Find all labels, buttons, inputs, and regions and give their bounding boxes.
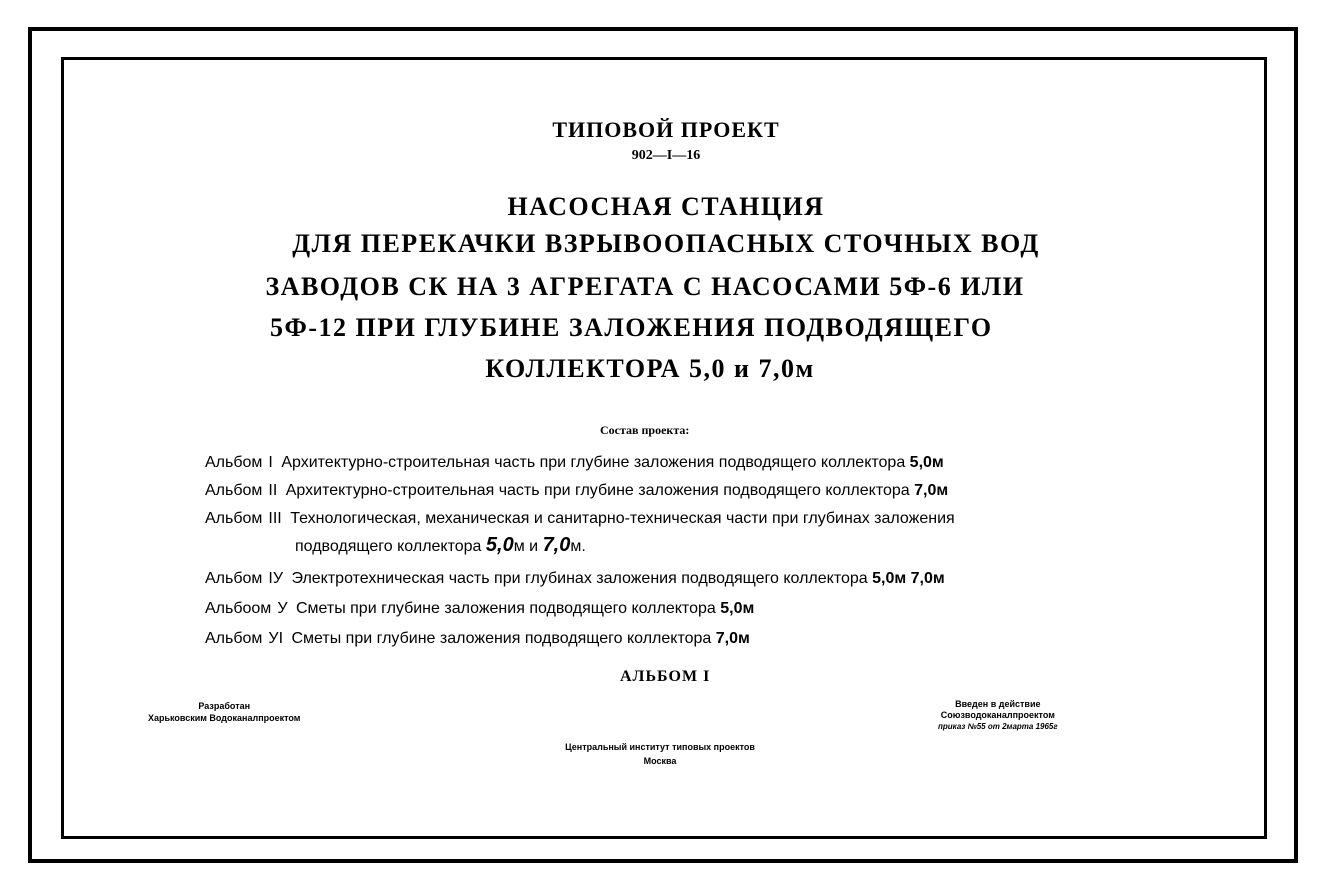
album-depth-unit-2: м. — [570, 538, 586, 555]
title-line-2: ДЛЯ ПЕРЕКАЧКИ ВЗРЫВООПАСНЫХ СТОЧНЫХ ВОД — [292, 229, 1040, 258]
introduced-label: Введен в действие — [955, 699, 1041, 709]
album-number: IУ — [268, 570, 284, 587]
album-row — [205, 454, 944, 472]
institute-city: Москва — [643, 756, 677, 766]
institute-name: Центральный институт типовых проектов — [565, 742, 755, 752]
album-row — [205, 570, 945, 588]
album-number: У — [277, 600, 288, 617]
title-line-5: КОЛЛЕКТОРА 5,0 и 7,0м — [485, 354, 815, 383]
album-number: УI — [268, 630, 284, 647]
album-number: III — [268, 510, 282, 527]
album-row — [205, 510, 955, 528]
album-depth: 7,0м — [914, 482, 949, 499]
composition-heading: Состав проекта: — [600, 423, 690, 437]
album-label: Альбоом — [205, 600, 272, 617]
institute-block — [520, 740, 800, 768]
album-depth-1: 5,0 — [485, 534, 514, 556]
title-line-1: НАСОСНАЯ СТАНЦИЯ — [507, 192, 825, 221]
project-number: 902—I—16 — [631, 148, 701, 163]
title-line-3: ЗАВОДОВ СК НА 3 АГРЕГАТА С НАСОСАМИ 5Ф-6 ИЛИ — [265, 272, 1025, 301]
album-depth: 5,0м — [720, 600, 755, 617]
album-depth: 5,0м 7,0м — [872, 570, 945, 587]
album-depth: 5,0м — [909, 454, 944, 471]
album-description: Сметы при глубине заложения подводящего коллектора — [295, 600, 716, 617]
album-depth-2: 7,0 — [542, 534, 571, 556]
album-row-continuation — [295, 534, 586, 557]
album-description: Архитектурно-строительная часть при глубине заложения подводящего коллектора — [281, 454, 906, 471]
album-row — [205, 600, 754, 618]
title-line-4: 5Ф-12 ПРИ ГЛУБИНЕ ЗАЛОЖЕНИЯ ПОДВОДЯЩЕГО — [270, 313, 993, 342]
album-row — [205, 630, 750, 648]
introduced-order: приказ №55 от 2марта 1965г — [938, 722, 1058, 731]
album-row — [205, 482, 948, 500]
introduced-block — [938, 699, 1058, 732]
album-label: Альбом — [205, 454, 263, 471]
introduced-by: Союзводоканалпроектом — [940, 710, 1055, 720]
album-depth: 7,0м — [715, 630, 750, 647]
album-description: Технологическая, механическая и санитарно-техническая части при глубинах заложения — [290, 510, 955, 527]
album-number: I — [268, 454, 273, 471]
project-type: ТИПОВОЙ ПРОЕКТ — [552, 117, 780, 142]
album-description: Сметы при глубине заложения подводящего коллектора — [291, 630, 712, 647]
developer-block — [148, 700, 300, 724]
album-label: Альбом — [205, 570, 263, 587]
album-label: Альбом — [205, 510, 263, 527]
album-description: Электротехническая часть при глубинах заложения подводящего коллектора — [291, 570, 868, 587]
developer-label: Разработан — [198, 701, 251, 711]
album-label: Альбом — [205, 482, 263, 499]
album-label: Альбом — [205, 630, 263, 647]
album-description: Архитектурно-строительная часть при глубине заложения подводящего коллектора — [285, 482, 910, 499]
developer-name: Харьковским Водоканалпроектом — [148, 713, 301, 723]
album-number: II — [268, 482, 278, 499]
album-description-cont: подводящего коллектора — [295, 538, 482, 555]
album-title: АЛЬБОМ I — [620, 668, 711, 685]
album-depth-unit-1: м и — [513, 538, 539, 555]
